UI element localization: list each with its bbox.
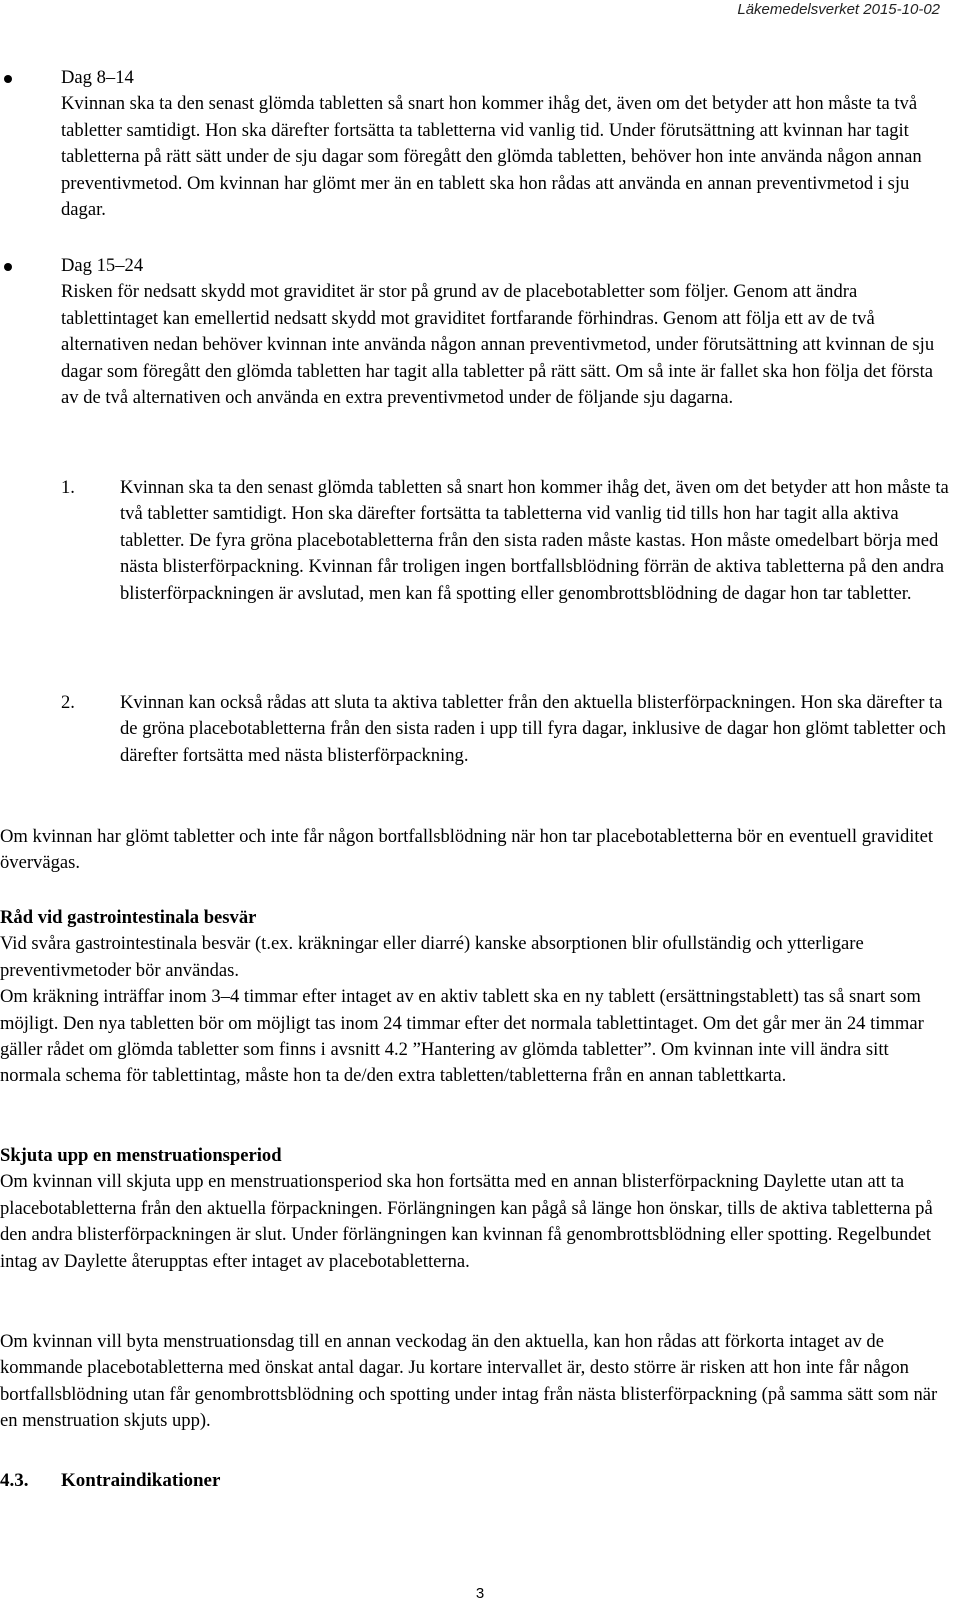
numbered-item-text: Kvinnan ska ta den senast glömda tabletten så snart hon kommer ihåg det, även om det betyder att hon måste ta två tabletter samtidigt. Hon ska därefter fortsätta ta tabletterna vid vanlig tid tills hon har tagit alla aktiva tabletter. De fyra gröna placebotabletterna från den sista raden måste kastas. Hon måste omedelbart börja med nästa blisterförpackning. Kvinnan får troligen ingen bortfallsblödning förrän de aktiva tabletterna på den andra blisterförpackningen är avslutad, men kan få spotting eller genombrottsblödning de dagar hon tar tabletter. xyxy=(120,477,949,604)
page-number: 3 xyxy=(475,1585,485,1602)
menstruation-paragraph-2: Om kvinnan vill byta menstruationsdag till en annan veckodag än den aktuella, kan hon rådas att förkorta intaget av de kommande placebotabletterna med önskat antal dagar. Ju kortare intervallet är, desto större är risken att hon inte får någon bortfallsblödning utan får genombrottsblödning och spotting under intag från nästa blisterförpackning (på samma sätt som när en menstruation skjuts upp). xyxy=(0,1331,938,1432)
menstruation-paragraph-1: Om kvinnan vill skjuta upp en menstruationsperiod ska hon fortsätta med en annan blisterförpackning Daylette utan att ta placebotabletterna från den aktuella förpackningen. Förlängningen kan pågå så länge hon önskar, tills de aktiva tabletterna på den andra blisterförpackningen är slut. Under förlängningen kan kvinnan få genombrottsblödning eller spotting. Regelbundet intag av Daylette återupptas efter intaget av placebotabletterna. xyxy=(0,1171,933,1272)
missed-tablets-note: Om kvinnan har glömt tabletter och inte får någon bortfallsblödning när hon tar placebotabletterna bör en eventuell graviditet övervägas. xyxy=(0,826,933,874)
bullet-body xyxy=(61,253,941,411)
bullet-icon xyxy=(4,75,12,83)
gastro-section xyxy=(0,905,950,1090)
bullet-text: Kvinnan ska ta den senast glömda tabletten så snart hon kommer ihåg det, även om det betyder att hon måste ta två tabletter samtidigt. Hon ska därefter fortsätta ta tabletterna vid vanlig tid. Under förutsättning att kvinnan har tagit tabletterna på rätt sätt under de sju dagar som föregått den glömda tabletten, behöver hon inte använda någon annan preventivmetod. Om kvinnan har glömt mer än en tablett ska hon rådas att använda en annan preventivmetod i sju dagar. xyxy=(61,93,922,221)
document-header: Läkemedelsverket 2015-10-02 xyxy=(737,1,940,18)
gastro-paragraph-1: Vid svåra gastrointestinala besvär (t.ex. kräkningar eller diarré) kanske absorptionen blir ofullständig och ytterligare preventivmetoder bör användas. xyxy=(0,933,864,981)
bullet-title: Dag 8–14 xyxy=(61,67,134,88)
section-title: Kontraindikationer xyxy=(61,1470,221,1491)
numbered-item-label: 1. xyxy=(61,477,75,498)
section-number: 4.3. xyxy=(0,1470,29,1491)
numbered-item-label: 2. xyxy=(61,692,75,713)
bullet-body xyxy=(61,65,941,223)
bullet-title: Dag 15–24 xyxy=(61,255,144,276)
menstruation-section xyxy=(0,1143,950,1275)
menstruation-heading: Skjuta upp en menstruationsperiod xyxy=(0,1145,282,1166)
section-heading-contraindications xyxy=(0,1468,220,1494)
gastro-heading: Råd vid gastrointestinala besvär xyxy=(0,907,257,928)
bullet-icon xyxy=(4,263,12,271)
bullet-text: Risken för nedsatt skydd mot graviditet är stor på grund av de placebotabletter som följer. Genom att ändra tablettintaget kan emellertid nedsatt skydd mot graviditet fortfarande förhindras. Genom att följa ett av de två alternativen nedan behöver kvinnan inte använda någon annan preventivmetod, under förutsättning att kvinnan de sju dagar som föregått den glömda tabletten har tagit alla tabletter på rätt sätt. Om så inte är fallet ska hon följa det första av de två alternativen och använda en extra preventivmetod under de följande sju dagarna. xyxy=(61,281,935,409)
gastro-paragraph-2: Om kräkning inträffar inom 3–4 timmar efter intaget av en aktiv tablett ska en ny tablett (ersättningstablett) tas så snart som möjligt. Den nya tabletten bör om möjligt tas inom 24 timmar efter det normala tablettintaget. Om det går mer än 24 timmar gäller rådet om glömda tabletter som finns i avsnitt 4.2 ”Hantering av glömda tabletter”. Om kvinnan inte vill ändra sitt normala schema för tablettintag, måste hon ta de/den extra tabletten/tabletterna från en annan tablettkarta. xyxy=(0,986,924,1087)
numbered-item-text: Kvinnan kan också rådas att sluta ta aktiva tabletter från den aktuella blisterförpackningen. Hon ska därefter ta de gröna placebotabletterna från den sista raden i upp till fyra dagar, inklusive de dagar hon glömt tabletter och därefter fortsätta med nästa blisterförpackning. xyxy=(120,692,946,766)
